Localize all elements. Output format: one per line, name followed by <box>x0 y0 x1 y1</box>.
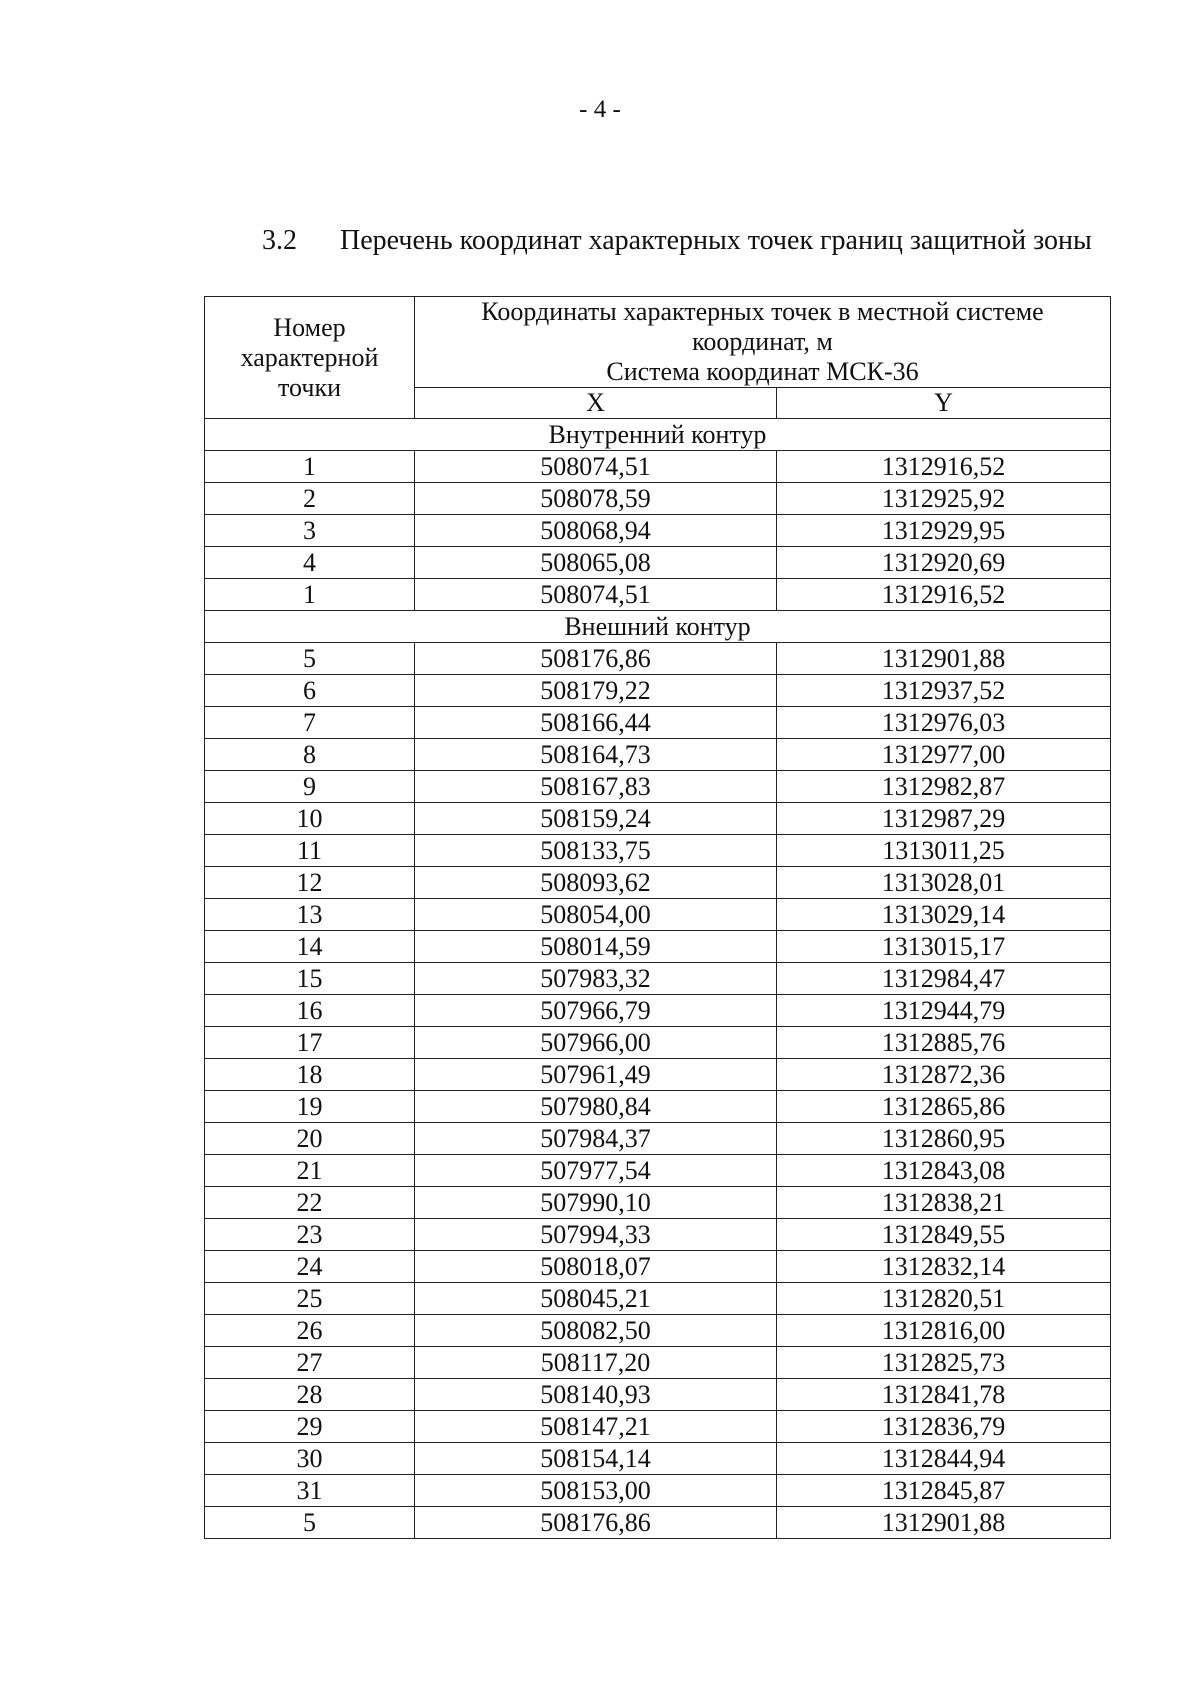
cell-y: 1312841,78 <box>777 1379 1111 1411</box>
table-row <box>205 995 1111 1027</box>
cell-y: 1312845,87 <box>777 1475 1111 1507</box>
cell-y: 1312872,36 <box>777 1059 1111 1091</box>
header-y: Y <box>777 388 1111 419</box>
cell-x: 508179,22 <box>415 675 777 707</box>
header-point-number-line: Номер <box>273 312 346 342</box>
cell-point-number: 19 <box>205 1091 415 1123</box>
table-row <box>205 867 1111 899</box>
cell-x: 508074,51 <box>415 579 777 611</box>
table-row <box>205 739 1111 771</box>
cell-x: 508154,14 <box>415 1443 777 1475</box>
cell-x: 508176,86 <box>415 643 777 675</box>
cell-point-number: 6 <box>205 675 415 707</box>
cell-y: 1312816,00 <box>777 1315 1111 1347</box>
cell-x: 508140,93 <box>415 1379 777 1411</box>
section-title <box>262 225 1092 257</box>
cell-y: 1312820,51 <box>777 1283 1111 1315</box>
cell-y: 1313011,25 <box>777 835 1111 867</box>
cell-x: 508176,86 <box>415 1507 777 1539</box>
cell-point-number: 1 <box>205 579 415 611</box>
table-row <box>205 483 1111 515</box>
cell-x: 507984,37 <box>415 1123 777 1155</box>
cell-y: 1312937,52 <box>777 675 1111 707</box>
cell-x: 508078,59 <box>415 483 777 515</box>
table-row <box>205 835 1111 867</box>
cell-x: 507966,00 <box>415 1027 777 1059</box>
cell-x: 508045,21 <box>415 1283 777 1315</box>
table-row <box>205 963 1111 995</box>
table-row <box>205 707 1111 739</box>
table-row <box>205 931 1111 963</box>
cell-x: 508147,21 <box>415 1411 777 1443</box>
cell-x: 508068,94 <box>415 515 777 547</box>
cell-x: 508167,83 <box>415 771 777 803</box>
cell-y: 1312865,86 <box>777 1091 1111 1123</box>
cell-y: 1313028,01 <box>777 867 1111 899</box>
group-row <box>205 611 1111 643</box>
cell-point-number: 17 <box>205 1027 415 1059</box>
cell-point-number: 26 <box>205 1315 415 1347</box>
group-title: Внутренний контур <box>205 419 1111 451</box>
cell-y: 1312925,92 <box>777 483 1111 515</box>
cell-point-number: 3 <box>205 515 415 547</box>
cell-y: 1312832,14 <box>777 1251 1111 1283</box>
cell-point-number: 21 <box>205 1155 415 1187</box>
section-number: 3.2 <box>262 225 297 256</box>
cell-y: 1312844,94 <box>777 1443 1111 1475</box>
cell-point-number: 27 <box>205 1347 415 1379</box>
cell-point-number: 25 <box>205 1283 415 1315</box>
cell-y: 1312860,95 <box>777 1123 1111 1155</box>
table-row <box>205 1475 1111 1507</box>
section-title-text: Перечень координат характерных точек границ защитной зоны <box>340 225 1092 256</box>
cell-y: 1312977,00 <box>777 739 1111 771</box>
cell-x: 508159,24 <box>415 803 777 835</box>
cell-point-number: 29 <box>205 1411 415 1443</box>
cell-point-number: 5 <box>205 1507 415 1539</box>
table-row <box>205 515 1111 547</box>
header-x: X <box>415 388 777 419</box>
cell-point-number: 7 <box>205 707 415 739</box>
cell-x: 508164,73 <box>415 739 777 771</box>
header-coordinates-line: Координаты характерных точек в местной системе <box>481 297 1044 326</box>
table-body <box>205 419 1111 1539</box>
table-row <box>205 1315 1111 1347</box>
cell-x: 507994,33 <box>415 1219 777 1251</box>
table-row <box>205 1379 1111 1411</box>
cell-point-number: 2 <box>205 483 415 515</box>
cell-point-number: 13 <box>205 899 415 931</box>
cell-x: 508166,44 <box>415 707 777 739</box>
cell-x: 508054,00 <box>415 899 777 931</box>
cell-x: 508153,00 <box>415 1475 777 1507</box>
cell-y: 1312836,79 <box>777 1411 1111 1443</box>
coordinates-table <box>204 296 1111 1539</box>
cell-point-number: 12 <box>205 867 415 899</box>
page-number: - 4 - <box>579 96 621 123</box>
header-point-number-line: точки <box>278 372 341 402</box>
cell-point-number: 30 <box>205 1443 415 1475</box>
cell-y: 1312901,88 <box>777 643 1111 675</box>
cell-x: 508093,62 <box>415 867 777 899</box>
cell-x: 507990,10 <box>415 1187 777 1219</box>
header-point-number-line: характерной <box>240 342 379 372</box>
table-row <box>205 547 1111 579</box>
cell-y: 1312849,55 <box>777 1219 1111 1251</box>
table-row <box>205 1091 1111 1123</box>
cell-y: 1312885,76 <box>777 1027 1111 1059</box>
cell-y: 1312944,79 <box>777 995 1111 1027</box>
table-row <box>205 899 1111 931</box>
group-row <box>205 419 1111 451</box>
cell-point-number: 9 <box>205 771 415 803</box>
table-row <box>205 1347 1111 1379</box>
cell-point-number: 31 <box>205 1475 415 1507</box>
cell-point-number: 20 <box>205 1123 415 1155</box>
cell-x: 507980,84 <box>415 1091 777 1123</box>
cell-y: 1312916,52 <box>777 579 1111 611</box>
table-row <box>205 1027 1111 1059</box>
cell-y: 1312982,87 <box>777 771 1111 803</box>
cell-x: 507961,49 <box>415 1059 777 1091</box>
table-row <box>205 451 1111 483</box>
cell-x: 508065,08 <box>415 547 777 579</box>
table-row <box>205 643 1111 675</box>
table-row <box>205 579 1111 611</box>
table-row <box>205 803 1111 835</box>
header-coordinates-line: координат, м <box>692 327 833 356</box>
cell-y: 1312901,88 <box>777 1507 1111 1539</box>
table-row <box>205 675 1111 707</box>
header-coordinates-line: Система координат МСК-36 <box>606 357 919 386</box>
cell-point-number: 10 <box>205 803 415 835</box>
table-row <box>205 1187 1111 1219</box>
cell-point-number: 14 <box>205 931 415 963</box>
cell-y: 1312929,95 <box>777 515 1111 547</box>
cell-x: 507966,79 <box>415 995 777 1027</box>
cell-point-number: 24 <box>205 1251 415 1283</box>
cell-point-number: 23 <box>205 1219 415 1251</box>
table-row <box>205 1155 1111 1187</box>
cell-y: 1312984,47 <box>777 963 1111 995</box>
table-row <box>205 1443 1111 1475</box>
group-title: Внешний контур <box>205 611 1111 643</box>
table-row <box>205 1123 1111 1155</box>
table-row <box>205 1411 1111 1443</box>
cell-point-number: 11 <box>205 835 415 867</box>
cell-point-number: 18 <box>205 1059 415 1091</box>
cell-point-number: 28 <box>205 1379 415 1411</box>
cell-x: 507983,32 <box>415 963 777 995</box>
cell-point-number: 22 <box>205 1187 415 1219</box>
table-row <box>205 1251 1111 1283</box>
cell-point-number: 8 <box>205 739 415 771</box>
table-row <box>205 1219 1111 1251</box>
cell-y: 1312916,52 <box>777 451 1111 483</box>
cell-point-number: 4 <box>205 547 415 579</box>
cell-point-number: 15 <box>205 963 415 995</box>
table-row <box>205 771 1111 803</box>
cell-y: 1312976,03 <box>777 707 1111 739</box>
cell-point-number: 1 <box>205 451 415 483</box>
cell-point-number: 5 <box>205 643 415 675</box>
cell-x: 508133,75 <box>415 835 777 867</box>
cell-y: 1313029,14 <box>777 899 1111 931</box>
cell-point-number: 16 <box>205 995 415 1027</box>
cell-y: 1312987,29 <box>777 803 1111 835</box>
table-row <box>205 1059 1111 1091</box>
cell-y: 1312843,08 <box>777 1155 1111 1187</box>
cell-y: 1312920,69 <box>777 547 1111 579</box>
table-row <box>205 1283 1111 1315</box>
cell-x: 508018,07 <box>415 1251 777 1283</box>
cell-x: 508117,20 <box>415 1347 777 1379</box>
cell-x: 508014,59 <box>415 931 777 963</box>
cell-x: 508074,51 <box>415 451 777 483</box>
cell-x: 507977,54 <box>415 1155 777 1187</box>
header-coordinates <box>415 297 1111 388</box>
cell-y: 1312825,73 <box>777 1347 1111 1379</box>
table-row <box>205 1507 1111 1539</box>
cell-y: 1313015,17 <box>777 931 1111 963</box>
cell-x: 508082,50 <box>415 1315 777 1347</box>
header-point-number <box>205 297 415 419</box>
cell-y: 1312838,21 <box>777 1187 1111 1219</box>
